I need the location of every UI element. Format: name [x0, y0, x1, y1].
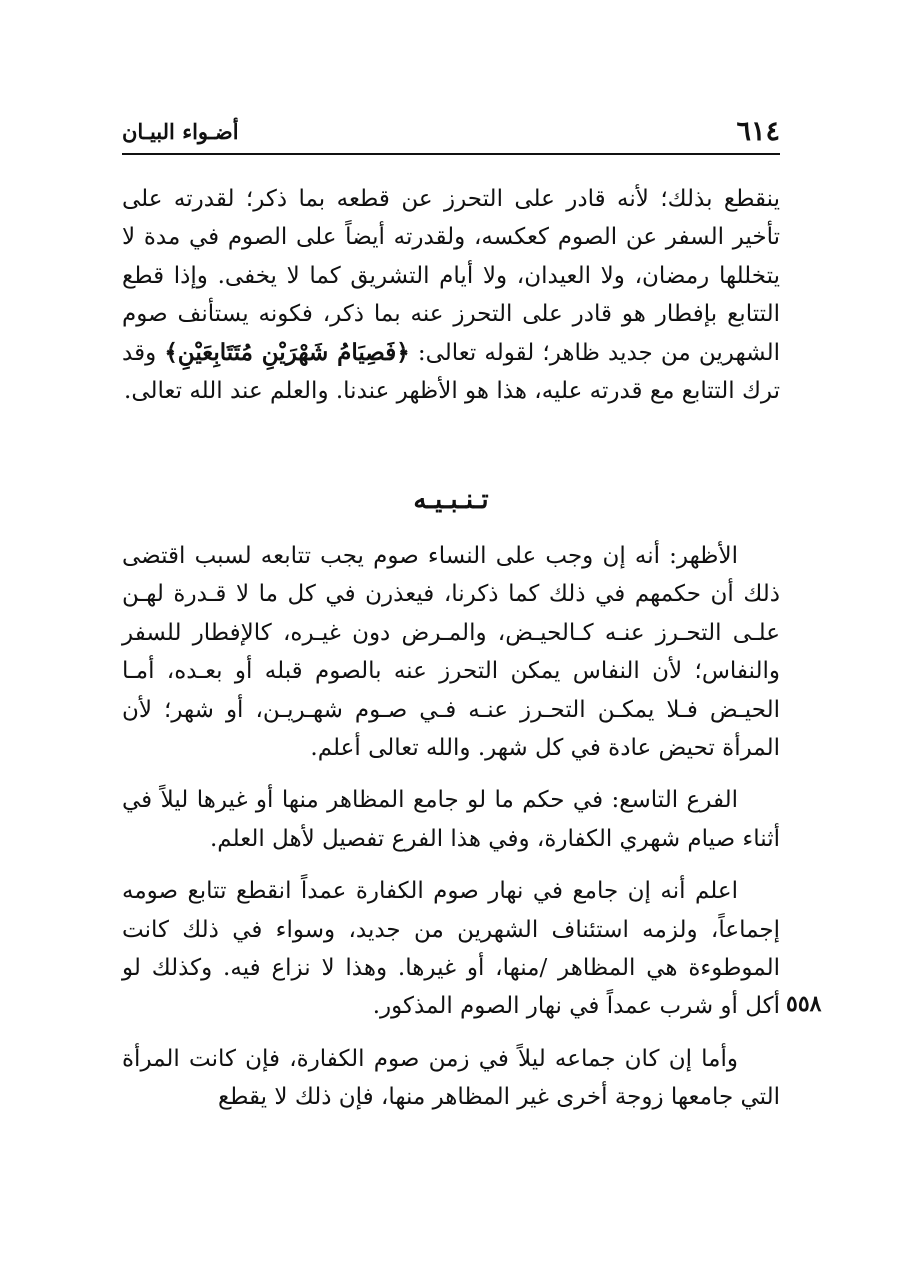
page-header: [122, 112, 780, 152]
paragraph-night-intercourse: وأما إن كان جماعه ليلاً في زمن صوم الكفارة، فإن كانت المرأة التي جامعها زوجة أخرى غير المظاهر منها، فإن ذلك لا يقطع: [122, 1045, 780, 1111]
opening-text: ينقطع بذلك؛ لأنه قادر على التحرز عن قطعه بما ذكر؛ لقدرته على تأخير السفر عن الصوم كعكسه، ولقدرته أيضاً على الصوم في مدة لا يتخللها رمضان، ولا العيدان، ولا أيام التشريق كما لا يخفى. وإذا قطع التتابع بإفطار هو قادر على التحرز عنه بما ذكر، فكونه يستأنف صوم الشهرين من جديد ظاهر؛ لقوله تعالى:: [122, 186, 780, 366]
paragraph-daytime-intercourse: اعلم أنه إن جامع في نهار صوم الكفارة عمداً انقطع تتابع صومه إجماعاً، ولزمه استئناف الشهرين من جديد، وسواء في ذلك كانت الموطوءة هي المظاهر /منها، أو غيرها. وهذا لا نزاع فيه. وكذلك لو أكل أو شرب عمداً في نهار الصوم المذكور.: [122, 878, 780, 1020]
section-heading: تـنـبـيـه: [413, 485, 489, 515]
text-block-1: [122, 180, 780, 410]
text-block-2: [122, 537, 780, 1117]
margin-page-reference: ٥٥٨: [786, 991, 822, 1017]
running-title: أضـواء البيـان: [122, 119, 239, 144]
opening-text-continued: وقد ترك التتابع مع قدرته عليه، هذا هو الأظهر عندنا. والعلم عند الله تعالى.: [122, 339, 780, 405]
paragraph-ninth-branch: الفرع التاسع: في حكم ما لو جامع المظاهر منها أو غيرها ليلاً في أثناء صيام شهري الكفارة، وفي هذا الفرع تفصيل لأهل العلم.: [122, 787, 780, 852]
page-number: ٦١٤: [736, 116, 780, 147]
header-divider: [122, 153, 780, 155]
opening-paragraph: [122, 180, 780, 410]
quran-quote: ﴿فَصِيَامُ شَهْرَيْنِ مُتَتَابِعَيْنِ﴾: [164, 338, 410, 366]
paragraph-note: الأظهر: أنه إن وجب على النساء صوم يجب تتابعه لسبب اقتضى ذلك أن حكمهم في ذلك كما ذكرنا، فيعذرن في كل ما لا قـدرة لهـن علـى التحـرز عنـه كـالحيـض، والمـرض دون غيـره، كالإفطار للسفر والنفاس؛ لأن النفاس يمكن التحرز عنه بالصوم قبله أو بعـده، أمـا الحيـض فـلا يمكـن التحـرز عنـه فـي صـوم شهـريـن، أو شهر؛ لأن المرأة تحيض عادة في كل شهر. والله تعالى أعلم.: [122, 543, 780, 762]
